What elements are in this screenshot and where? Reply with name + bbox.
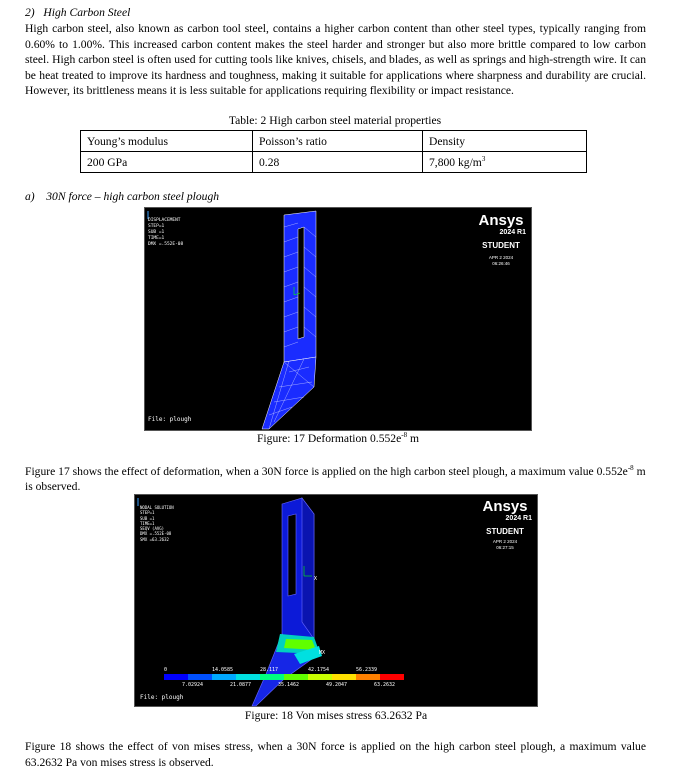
legend-swatch	[284, 674, 308, 680]
figure-17-deformation	[144, 207, 532, 431]
ansys-version: 2024 R1	[499, 229, 526, 236]
cell-density: 7,800 $kg/m^3$	[423, 152, 587, 173]
figure-18-von-mises	[134, 494, 538, 707]
figure-17-time: 06:26:46	[492, 261, 510, 266]
legend-swatch	[380, 674, 404, 680]
legend-swatch	[212, 674, 236, 680]
legend-label: 7.02924	[182, 682, 204, 688]
cell-youngs-modulus: 200 GPa	[81, 152, 253, 173]
figure-18-info: NODAL SOLUTION STEP=1 SUB =1 TIME=1 SEQV (AVG) DMX =.552E-08 SMX =63.2632	[140, 505, 174, 542]
figure-18-caption: Figure: 18 Von mises stress 63.2632 Pa	[244, 709, 428, 722]
section-title: High Carbon Steel	[43, 6, 131, 19]
figure-18-date: APR 2 2024	[492, 539, 518, 544]
legend-label: 21.0877	[230, 682, 252, 688]
legend-label: 0	[164, 667, 168, 673]
intro-paragraph: High carbon steel, also known as carbon tool steel, contains a higher carbon content than other steel types, typically ranging from 0.60% to 1.00%. This increased carbon content makes the steel harder and stronger but also more brittle compared to low carbon steel. High carbon steel is often used for cutting tools like knives, chisels, and blades, as well as springs and high-strength wire. It can be heat treated to improve its hardness and toughness, making it suitable for applications where sharpness and durability are crucial. However, its brittleness means it is less suitable for applications requiring flexibility or impact resistance.	[25, 22, 646, 98]
legend-swatch	[356, 674, 380, 680]
legend-swatch	[260, 674, 284, 680]
header-density: Density	[423, 131, 587, 152]
svg-text:MX: MX	[319, 650, 326, 656]
ansys-version: 2024 R1	[505, 515, 532, 522]
ansys-logo: Ansys	[478, 212, 524, 229]
table-caption: Table: 2 High carbon steel material properties	[228, 114, 442, 127]
figure-17-file-label: File: plough	[148, 416, 192, 423]
legend-label: 63.2632	[374, 682, 396, 688]
ansys-logo: Ansys	[482, 498, 528, 515]
material-properties-table	[80, 130, 587, 173]
table-row	[81, 152, 587, 173]
legend-label: 42.1754	[308, 667, 330, 673]
legend-swatch	[332, 674, 356, 680]
ansys-edition: STUDENT	[482, 241, 520, 250]
header-youngs-modulus: Young’s modulus	[81, 131, 253, 152]
figure-17-date: APR 2 2024	[488, 255, 514, 260]
legend-label: 35.1462	[278, 682, 300, 688]
legend-bottom-labels	[164, 682, 404, 689]
section-heading	[25, 6, 130, 19]
figure-17-info: DISPLACEMENT STEP=1 SUB =1 TIME=1 DMX =.552E-08	[148, 218, 184, 247]
subsection-heading: a) 30N force – high carbon steel plough	[25, 190, 220, 203]
ansys-edition: STUDENT	[486, 527, 524, 536]
stress-legend-bar	[164, 674, 404, 680]
figure-18-file-label: File: plough	[140, 694, 184, 701]
legend-label: 49.2047	[326, 682, 348, 688]
plough-mesh-deformed	[262, 211, 316, 429]
legend-swatch	[188, 674, 212, 680]
legend-swatch	[236, 674, 260, 680]
legend-swatch	[164, 674, 188, 680]
figure-17-caption: Figure: 17 Deformation $0.552e^{-8}$ m	[256, 431, 419, 445]
figure-17-paragraph: Figure 17 shows the effect of deformation, when a 30N force is applied on the high carbon steel plough, a maximum value $0.552e^{-8}$ m is observed.	[25, 464, 646, 494]
table-header-row	[81, 131, 587, 152]
figure-18-paragraph: Figure 18 shows the effect of von mises stress, when a 30N force is applied on the high carbon steel plough, a maximum value 63.2632 Pa von mises stress is observed.	[25, 740, 646, 769]
svg-text:X: X	[314, 576, 318, 582]
section-number: 2)	[25, 6, 35, 19]
figure-18-time: 06:27:15	[496, 545, 514, 550]
legend-label: 28.117	[260, 667, 279, 673]
header-poissons-ratio: Poisson’s ratio	[253, 131, 423, 152]
legend-label: 56.2339	[356, 667, 378, 673]
legend-swatch	[308, 674, 332, 680]
legend-top-labels	[164, 667, 404, 674]
cell-poissons-ratio: 0.28	[253, 152, 423, 173]
legend-label: 14.0585	[212, 667, 234, 673]
